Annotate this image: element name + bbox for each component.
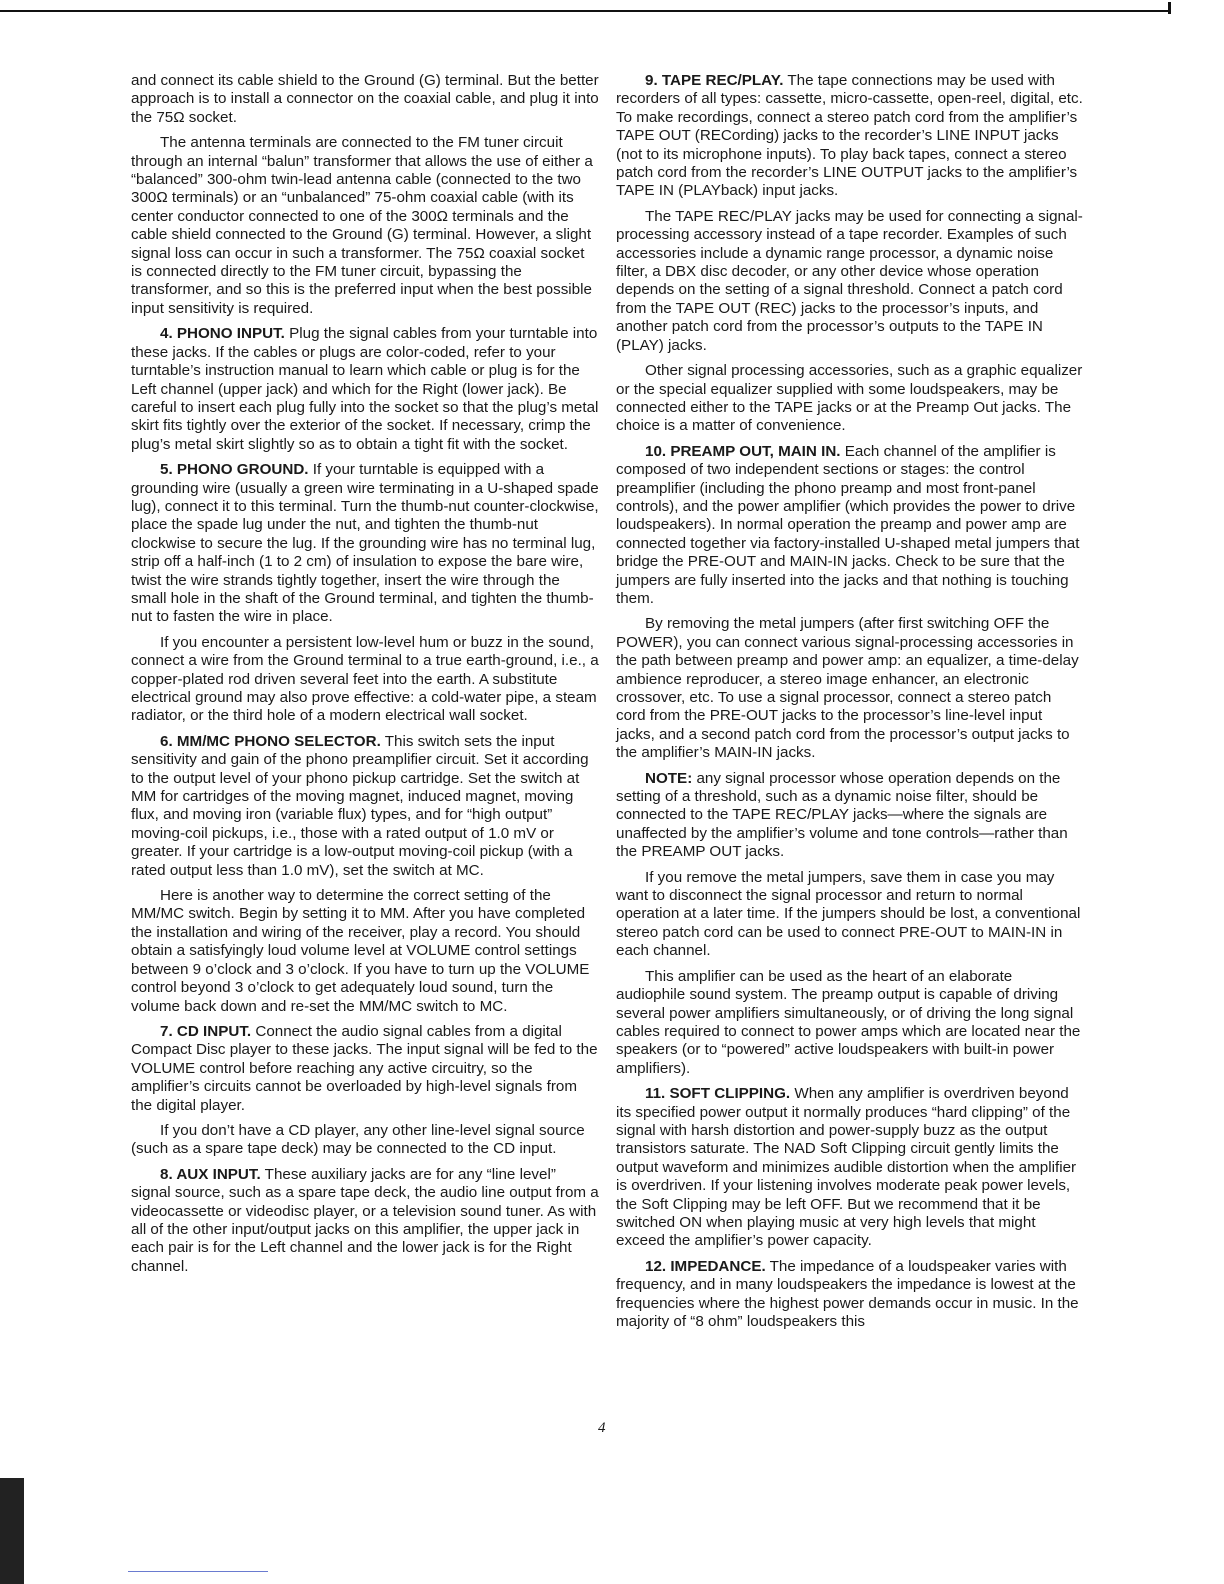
paragraph bbox=[616, 968, 1084, 1078]
paragraph bbox=[616, 443, 1084, 609]
paragraph bbox=[616, 1258, 1084, 1332]
paragraph bbox=[131, 1166, 599, 1276]
bottom-underline bbox=[128, 1571, 268, 1572]
paragraph-text: Each channel of the amplifier is composed of two independent sections or stages: the control preamplifier (including the phono preamp and most front-panel controls), and the power amplifier (which provides the power to drive loudspeakers). In normal operation the preamp and power amp are connected together via factory-installed U-shaped metal jumpers that bridge the PRE-OUT and MAIN-IN jacks. Check to be sure that the jumpers are fully inserted into the jacks and that nothing is touching them. bbox=[616, 442, 1080, 607]
top-corner-mark bbox=[1168, 2, 1171, 14]
paragraph-text: If you don’t have a CD player, any other line-level signal source (such as a spare tape deck) may be connected to the CD input. bbox=[131, 1121, 585, 1158]
paragraph-text: The impedance of a loudspeaker varies with frequency, and in many loudspeakers the impedance is lowest at the frequencies where the highest power demands occur in music. In the majority of “8 ohm” loudspeakers this bbox=[616, 1257, 1079, 1330]
paragraph bbox=[616, 362, 1084, 436]
paragraph-text: When any amplifier is overdriven beyond its specified power output it normally produces “hard clipping” of the signal with harsh distortion and power-supply buzz as the output transistors saturate. The NAD Soft Clipping circuit gently limits the output waveform and minimizes audible distortion when the amplifier is overdriven. If your listening involves moderate peak power levels, the Soft Clipping may be left OFF. But we recommend that it be switched ON when playing music at very high levels that might exceed the amplifier’s power capacity. bbox=[616, 1085, 1077, 1250]
paragraph-text: If your turntable is equipped with a grounding wire (usually a green wire terminating in a U-shaped spade lug), connect it to this terminal. Turn the thumb-nut counter-clockwise, place the spade lug under the nut, and tighten the thumb-nut clockwise to secure the lug. If the grounding wire has no terminal lug, strip off a half-inch (1 to 2 cm) of insulation to expose the bare wire, twist the wire strands tightly together, insert the wire through the small hole in the shaft of the Ground terminal, and tighten the thumb-nut to fasten the wire in place. bbox=[131, 461, 599, 626]
paragraph bbox=[131, 134, 599, 318]
section-heading: NOTE: bbox=[645, 769, 693, 787]
right-column bbox=[616, 72, 1084, 1338]
scan-edge-bar bbox=[0, 1478, 24, 1584]
paragraph-text: This amplifier can be used as the heart of an elaborate audiophile sound system. The preamp output is capable of driving several power amplifiers simultaneously, or of driving the long signal cables required to connect to power amps which are located near the speakers (or to “powered” active loudspeakers with built-in power amplifiers). bbox=[616, 967, 1081, 1077]
paragraph bbox=[616, 869, 1084, 961]
section-heading: 4. PHONO INPUT. bbox=[160, 325, 285, 343]
paragraph-text: These auxiliary jacks are for any “line level” signal source, such as a spare tape deck, the audio line output from a videocassette or videodisc player, or a television sound tuner. As with all of the other input/output jacks on this amplifier, the upper jack in each pair is for the Left channel and the lower jack is for the Right channel. bbox=[131, 1165, 599, 1275]
paragraph-text: Plug the signal cables from your turntable into these jacks. If the cables or plugs are color-coded, refer to your turntable’s instruction manual to learn which cable or plug is for the Left channel (upper jack) and which for the Right (lower jack). Be careful to insert each plug fully into the socket so that the plug’s metal skirt fits tightly over the exterior of the socket. If necessary, crimp the plug’s metal skirt slightly so as to obtain a tight fit with the socket. bbox=[131, 325, 599, 453]
paragraph-text: Connect the audio signal cables from a digital Compact Disc player to these jacks. The input signal will be fed to the VOLUME control before reaching any active circuitry, so the amplifier’s circuits cannot be overloaded by high-level signals from the digital player. bbox=[131, 1022, 598, 1114]
paragraph-text: The TAPE REC/PLAY jacks may be used for connecting a signal-processing accessory instead of a tape recorder. Examples of such accessories include a dynamic range processor, a dynamic noise filter, a DBX disc decoder, or any other device whose operation depends on the setting of a signal threshold. Connect a patch cord from the TAPE OUT (REC) jacks to the processor’s inputs, and another patch cord from the processor’s outputs to the TAPE IN (PLAY) jacks. bbox=[616, 207, 1083, 354]
paragraph-text: By removing the metal jumpers (after first switching OFF the POWER), you can connect various signal-processing accessories in the path between preamp and power amp: an equalizer, a time-delay ambience reproducer, a stereo image enhancer, an electronic crossover, etc. To use a signal processor, connect a stereo patch cord from the PRE-OUT jacks to the processor’s line-level input jacks, and a second patch cord from the processor’s output jacks to the amplifier’s MAIN-IN jacks. bbox=[616, 615, 1079, 762]
paragraph-text: The antenna terminals are connected to the FM tuner circuit through an internal “balun” transformer that allows the use of either a “balanced” 300-ohm twin-lead antenna cable (connected to the two 300Ω terminals) or an “unbalanced” 75-ohm coaxial cable (with its center conductor connected to one of the 300Ω terminals and the cable shield connected to the Ground (G) terminal. However, a slight signal loss can occur in such a transformer. The 75Ω coaxial socket is connected directly to the FM tuner circuit, bypassing the transformer, and so this is the preferred input when the best possible input sensitivity is required. bbox=[131, 134, 593, 317]
paragraph bbox=[131, 72, 599, 127]
paragraph-text: If you remove the metal jumpers, save them in case you may want to disconnect the signal processor and return to normal operation at a later time. If the jumpers should be lost, a conventional stereo patch cord can be used to connect PRE-OUT to MAIN-IN in each channel. bbox=[616, 868, 1081, 960]
paragraph-text: If you encounter a persistent low-level hum or buzz in the sound, connect a wire from the Ground terminal to a true earth-ground, i.e., a copper-plated rod driven several feet into the earth. A substitute electrical ground may also prove effective: a cold-water pipe, a steam radiator, or the third hole of a modern electrical wall socket. bbox=[131, 633, 599, 725]
section-heading: 6. MM/MC PHONO SELECTOR. bbox=[160, 732, 381, 750]
paragraph bbox=[616, 72, 1084, 201]
paragraph-text: and connect its cable shield to the Ground (G) terminal. But the better approach is to install a connector on the coaxial cable, and plug it into the 75Ω socket. bbox=[131, 72, 599, 126]
paragraph-text: any signal processor whose operation depends on the setting of a threshold, such as a dynamic noise filter, should be connected to the TAPE REC/PLAY jacks—where the signals are unaffected by the amplifier’s volume and tone controls—rather than the PREAMP OUT jacks. bbox=[616, 769, 1068, 861]
paragraph bbox=[131, 1122, 599, 1159]
page-number: 4 bbox=[598, 1420, 606, 1436]
paragraph bbox=[131, 733, 599, 880]
section-heading: 12. IMPEDANCE. bbox=[645, 1257, 766, 1275]
paragraph-text: Other signal processing accessories, such as a graphic equalizer or the special equalizer supplied with some loudspeakers, may be connected either to the TAPE jacks or at the Preamp Out jacks. The choice is a matter of convenience. bbox=[616, 362, 1083, 435]
section-heading: 9. TAPE REC/PLAY. bbox=[645, 72, 784, 89]
top-border-rule bbox=[0, 10, 1168, 12]
paragraph bbox=[131, 325, 599, 454]
section-heading: 5. PHONO GROUND. bbox=[160, 461, 309, 479]
paragraph bbox=[616, 208, 1084, 355]
paragraph bbox=[616, 615, 1084, 762]
section-heading: 10. PREAMP OUT, MAIN IN. bbox=[645, 442, 841, 460]
paragraph-text: Here is another way to determine the correct setting of the MM/MC switch. Begin by setting it to MM. After you have completed the installation and wiring of the receiver, play a record. You should obtain a satisfyingly loud volume level at VOLUME control settings between 9 o’clock and 3 o’clock. If you have to turn up the VOLUME control beyond 3 o’clock to get adequately loud sound, turn the volume back down and re-set the MM/MC switch to MC. bbox=[131, 887, 590, 1015]
paragraph-text: This switch sets the input sensitivity and gain of the phono preamplifier circuit. Set it according to the output level of your phono pickup cartridge. Set the switch at MM for cartridges of the moving magnet, induced magnet, moving flux, and moving iron (variable flux) types, and for “high output” moving-coil pickups, i.e., those with a rated output of 1.0 mV or greater. If your cartridge is a low-output moving-coil pickup (with a rated output less than 1.0 mV), set the switch at MC. bbox=[131, 732, 589, 879]
section-heading: 8. AUX INPUT. bbox=[160, 1165, 261, 1183]
paragraph bbox=[616, 770, 1084, 862]
section-heading: 11. SOFT CLIPPING. bbox=[645, 1085, 791, 1103]
paragraph bbox=[131, 461, 599, 627]
left-column bbox=[131, 72, 599, 1283]
paragraph bbox=[131, 634, 599, 726]
paragraph bbox=[131, 1023, 599, 1115]
section-heading: 7. CD INPUT. bbox=[160, 1022, 252, 1040]
paragraph bbox=[131, 887, 599, 1016]
paragraph-text: The tape connections may be used with recorders of all types: cassette, micro-cassette, open-reel, digital, etc. To make recordings, connect a stereo patch cord from the amplifier’s TAPE OUT (RECording) jacks to the recorder’s LINE INPUT jacks (not to its microphone inputs). To play back tapes, connect a stereo patch cord from the recorder’s LINE OUTPUT jacks to the amplifier’s TAPE IN (PLAYback) input jacks. bbox=[616, 72, 1083, 200]
paragraph bbox=[616, 1085, 1084, 1251]
